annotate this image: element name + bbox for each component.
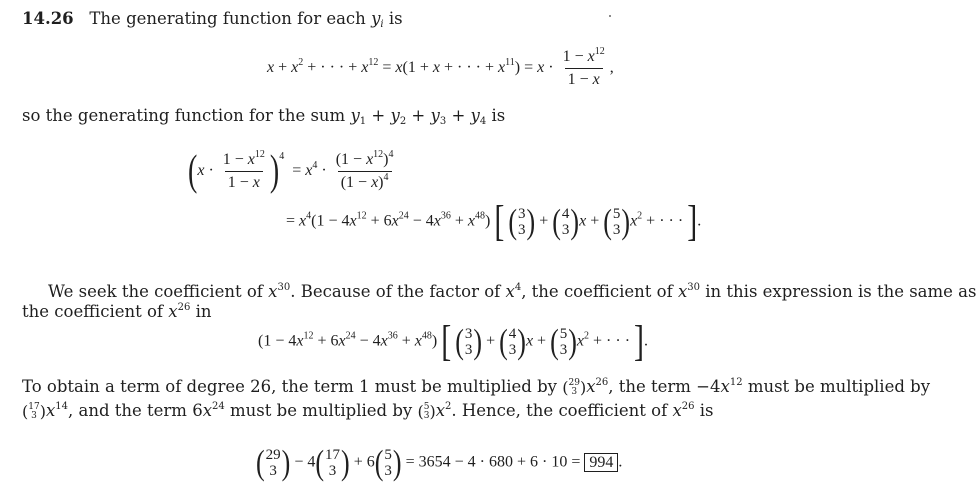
paragraph-1-line-1: We seek the coefficient of $x^{30}$. Because of the factor of $x^4$, the coefficient of $x^{30}$ in this expression is the same as [48, 282, 976, 301]
intro-text: The generating function for each [89, 9, 366, 28]
paragraph-2-line-2: ( 17 3 ) $x^{14}$, and the term $6x^{24}$ must be multiplied by ( 5 3 ) $x^2$. Hence, the coefficient of $x^{26}$ is [22, 401, 714, 421]
fraction-1: $\frac{1 - x^{12}}{1 - x}$ [562, 46, 605, 88]
sum-line: so the generating function for the sum $y_1 + y_2 + y_3 + y_4$ is [22, 106, 506, 127]
equation-1: $x + x^2$ + · · · + $x^{12} = x(1 + x$ + · · · + $x^{11}) = x$ · $\frac{1 - x^{12}}{1 - x}$ , [267, 46, 614, 88]
final-equation: ( 29 3 ) − 4 ( 17 3 ) + 6 ( 5 3 ) = 3654 − 4 · 680 + 6 · 10 = 994 . [256, 442, 623, 482]
intro-tail: is [388, 9, 403, 28]
equation-2-line-1: (x · $\frac{1 - x^{12}}{1 - x}$ )$^4 = x^4$ · $\frac{(1 - x^{12})^4}{(1 - x)^4}$ [188, 146, 394, 195]
equation-2-line-2: = $x^4(1 - 4x^{12} + 6x^{24} - 4x^{36} + x^{48})$ [ ( 3 3 ) + ( 4 3 ) x + ( 5 3 ) $x^2$ + · · · ]. [286, 197, 702, 246]
final-arithmetic: = 3654 − 4 · 680 + 6 · 10 = [405, 453, 581, 471]
intro-var: $y_i$ [371, 9, 384, 30]
problem-heading [22, 9, 403, 29]
speck [609, 15, 611, 17]
paragraph-1-line-2: the coefficient of $x^{26}$ in [22, 302, 212, 321]
paragraph-2-line-1: To obtain a term of degree 26, the term 1 must be multiplied by ( 29 3 ) $x^{26}$, the term $-4x^{12}$ must be multiplied by [22, 377, 931, 397]
problem-number: 14.26 [22, 9, 74, 28]
equation-3: $(1 - 4x^{12} + 6x^{24} - 4x^{36} + x^{48})$ [ ( 3 3 ) + ( 4 3 ) x + ( 5 3 ) $x^2$ + · · · ]. [258, 317, 649, 366]
answer-box: 994 [584, 453, 618, 472]
